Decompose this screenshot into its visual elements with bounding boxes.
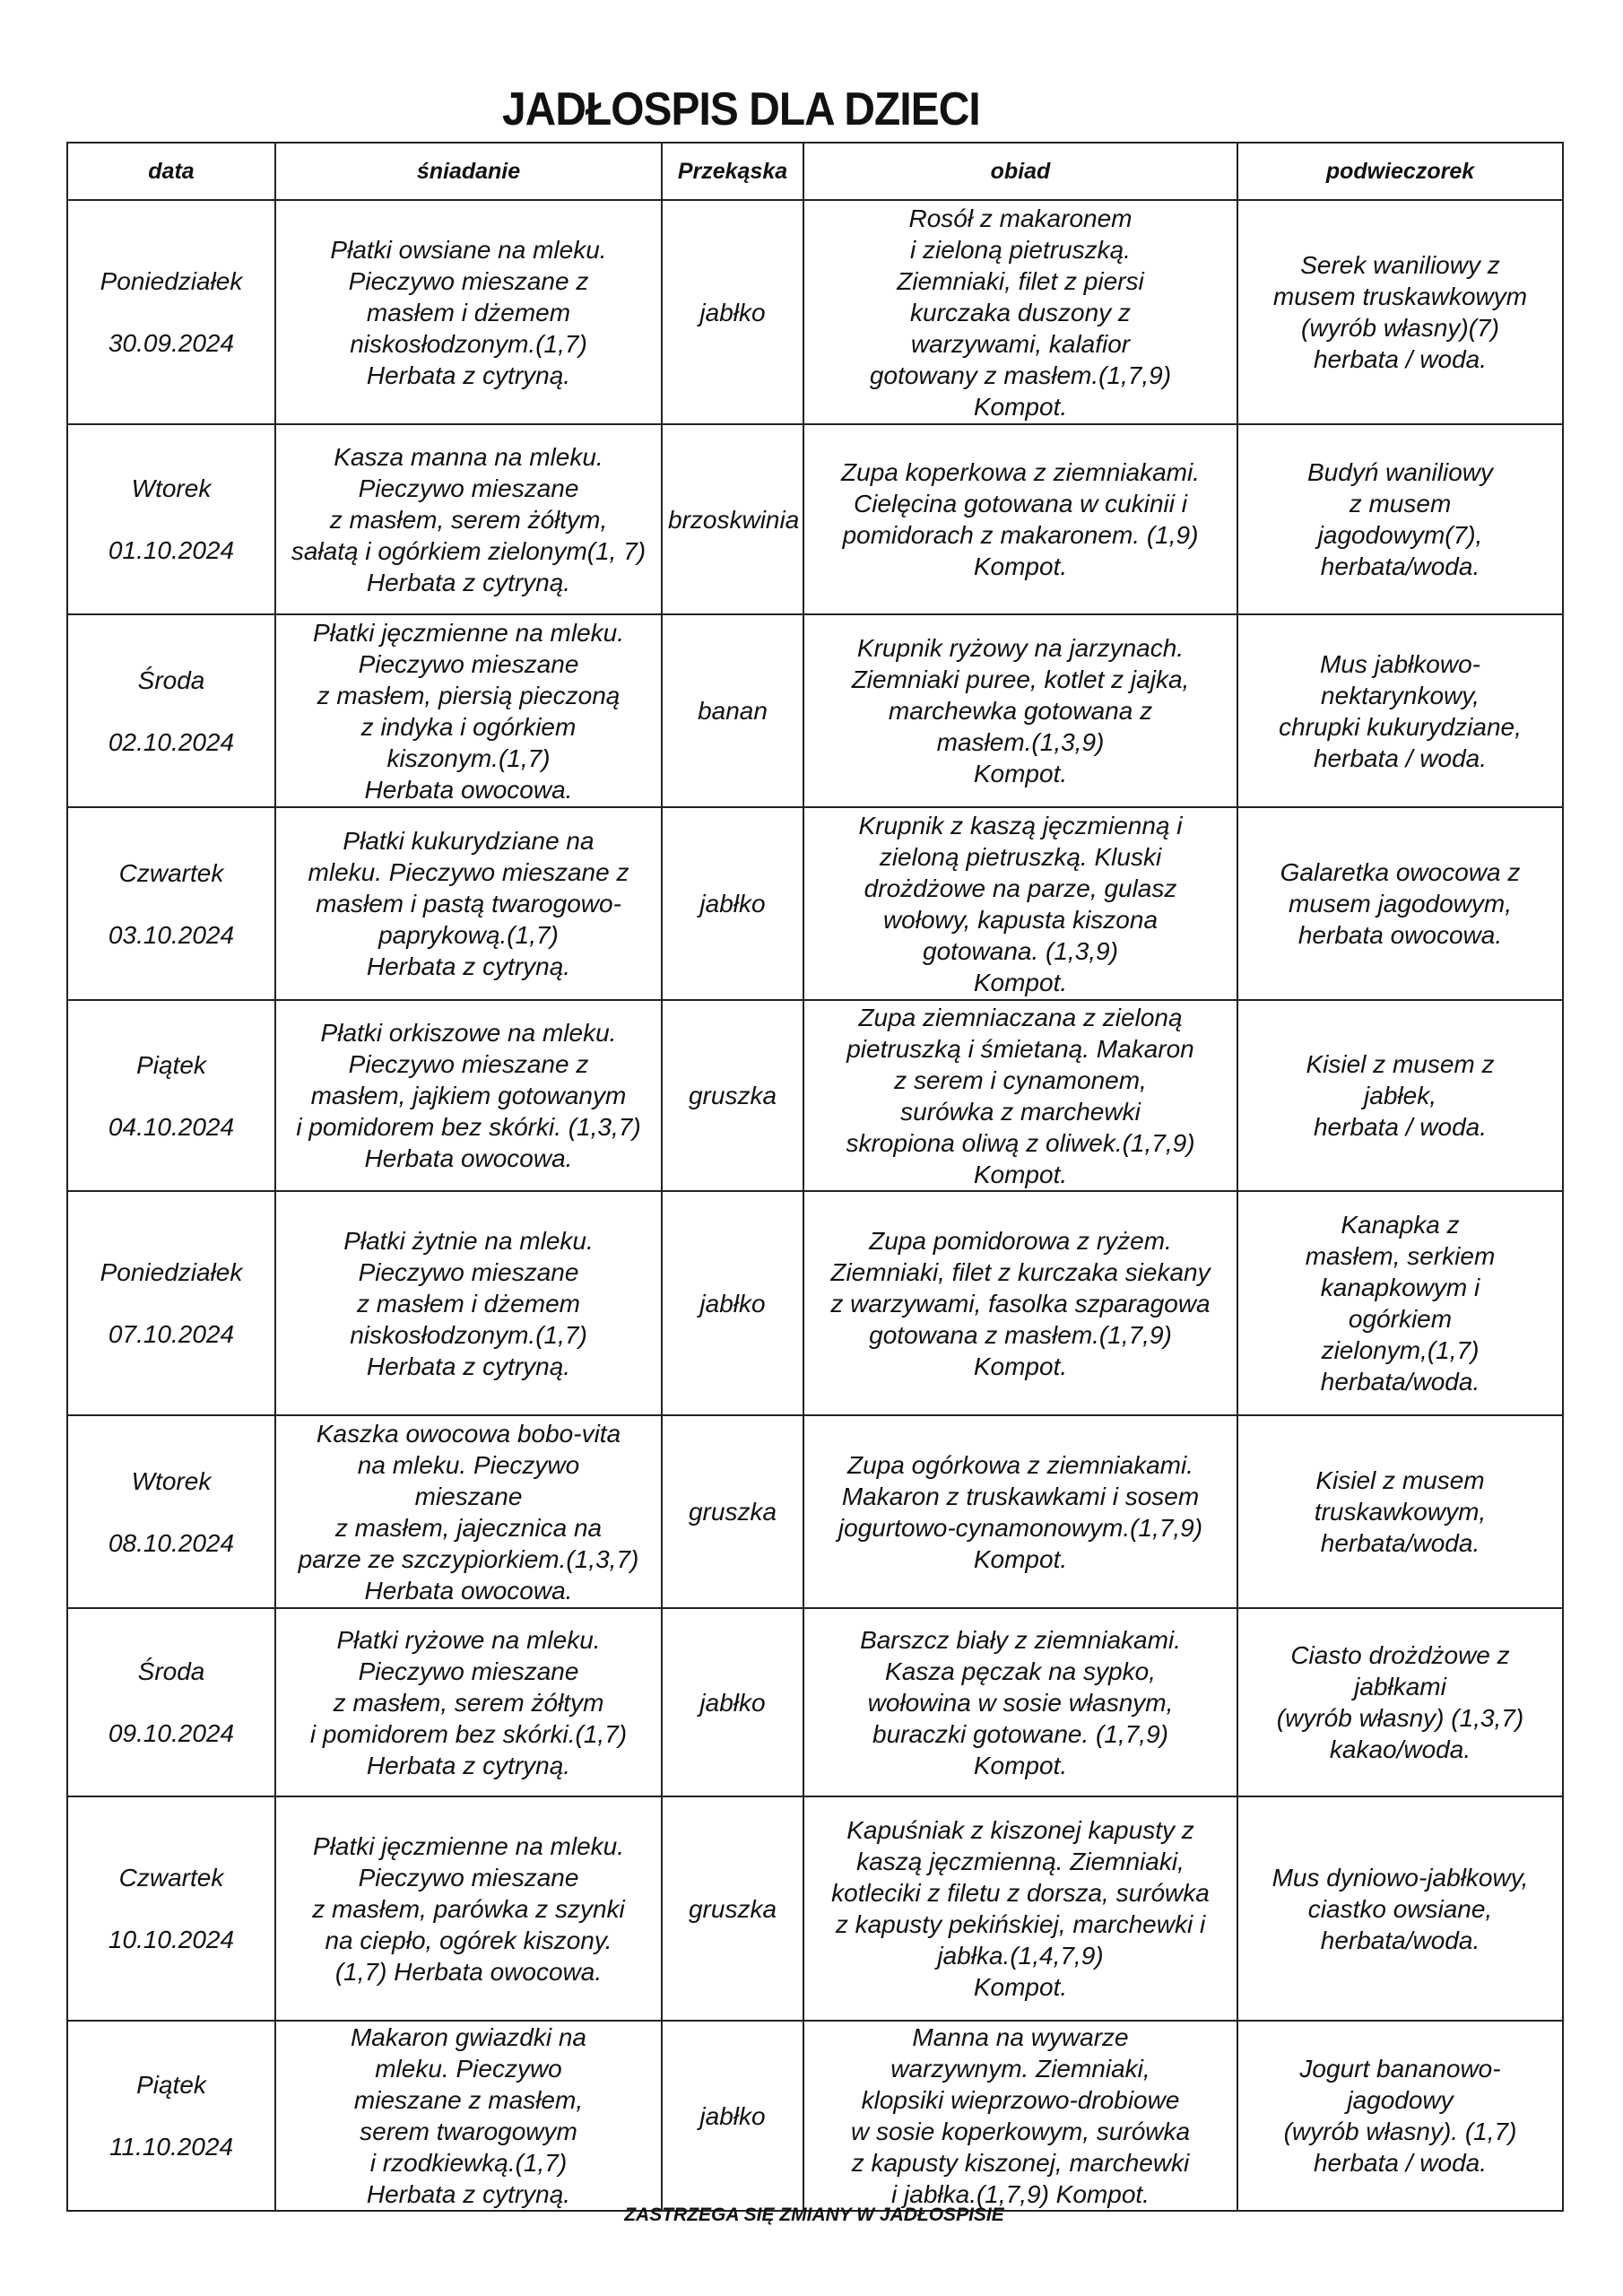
day-name: Wtorek bbox=[131, 474, 212, 502]
lunch-cell-text: Rosół z makaronem i zieloną pietruszką. Ziemniaki, filet z piersi kurczaka duszony z warzywami, kalafior gotowany z masłem.(1,7,9) Kompot. bbox=[869, 204, 1172, 421]
day-cell bbox=[67, 807, 275, 1000]
snack-cell-text: gruszka bbox=[688, 1498, 777, 1526]
day-date: 30.09.2024 bbox=[108, 329, 235, 357]
afternoon-snack-cell bbox=[1237, 1000, 1563, 1191]
day-date: 10.10.2024 bbox=[108, 1926, 235, 1953]
lunch-cell bbox=[803, 2021, 1237, 2211]
breakfast-cell-text: Makaron gwiazdki na mleku. Pieczywo mieszane z masłem, serem twarogowym i rzodkiewką.(1,7) Herbata z cytryną. bbox=[350, 2023, 587, 2208]
breakfast-cell bbox=[275, 1608, 662, 1796]
table-row bbox=[67, 200, 1563, 424]
afternoon-snack-cell-text: Serek waniliowy z musem truskawkowym (wyrób własny)(7) herbata / woda. bbox=[1272, 251, 1528, 373]
lunch-cell-text: Barszcz biały z ziemniakami. Kasza pęczak na sypko, wołowina w sosie własnym, buraczki gotowane. (1,7,9) Kompot. bbox=[860, 1625, 1181, 1779]
breakfast-cell bbox=[275, 1000, 662, 1191]
day-cell bbox=[67, 614, 275, 807]
lunch-cell bbox=[803, 1000, 1237, 1191]
afternoon-snack-cell bbox=[1237, 1191, 1563, 1415]
lunch-cell-text: Zupa ogórkowa z ziemniakami. Makaron z truskawkami i sosem jogurtowo-cynamonowym.(1,7,9) Kompot. bbox=[838, 1450, 1203, 1573]
breakfast-cell bbox=[275, 614, 662, 807]
table-row bbox=[67, 1191, 1563, 1415]
snack-cell-text: jabłko bbox=[699, 1289, 766, 1318]
lunch-cell-text: Krupnik ryżowy na jarzynach. Ziemniaki puree, kotlet z jajka, marchewka gotowana z masłem.(1,3,9) Kompot. bbox=[851, 634, 1190, 787]
breakfast-cell-text: Kasza manna na mleku. Pieczywo mieszane z masłem, serem żółtym, sałatą i ogórkiem zielonym(1, 7) Herbata z cytryną. bbox=[291, 442, 647, 596]
day-cell bbox=[67, 1608, 275, 1796]
afternoon-snack-cell-text: Mus jabłkowo- nektarynkowy, chrupki kukurydziane, herbata / woda. bbox=[1279, 649, 1522, 772]
lunch-cell bbox=[803, 424, 1237, 614]
day-date: 03.10.2024 bbox=[108, 920, 235, 949]
breakfast-cell-text: Płatki jęczmienne na mleku. Pieczywo mieszane z masłem, parówka z szynki na ciepło, ogórek kiszony. (1,7) Herbata owocowa. bbox=[312, 1831, 625, 1986]
lunch-cell bbox=[803, 200, 1237, 424]
menu-disclaimer: ZASTRZEGA SIĘ ZMIANY W JADŁOSPISIE bbox=[624, 2205, 1004, 2225]
snack-cell-text: gruszka bbox=[688, 1894, 777, 1923]
breakfast-cell-text: Płatki jęczmienne na mleku. Pieczywo mieszane z masłem, piersią pieczoną z indyka i ogórkiem kiszonym.(1,7) Herbata owocowa. bbox=[312, 618, 625, 804]
breakfast-cell-text: Płatki ryżowe na mleku. Pieczywo mieszane z masłem, serem żółtym i pomidorem bez skórki.(1,7) Herbata z cytryną. bbox=[309, 1625, 628, 1779]
snack-cell bbox=[662, 424, 803, 614]
table-row bbox=[67, 807, 1563, 1000]
snack-cell-text: banan bbox=[698, 697, 768, 725]
lunch-cell bbox=[803, 807, 1237, 1000]
day-date: 01.10.2024 bbox=[108, 536, 235, 564]
table-row bbox=[67, 1608, 1563, 1796]
afternoon-snack-cell-text: Jogurt bananowo- jagodowy (wyrób własny). (1,7) herbata / woda. bbox=[1283, 2055, 1517, 2177]
day-date: 08.10.2024 bbox=[108, 1528, 235, 1557]
breakfast-cell bbox=[275, 1191, 662, 1415]
afternoon-snack-cell-text: Galaretka owocowa z musem jagodowym, herbata owocowa. bbox=[1280, 858, 1521, 949]
day-cell bbox=[67, 2021, 275, 2211]
afternoon-snack-cell-text: Kisiel z musem truskawkowym, herbata/woda. bbox=[1314, 1466, 1487, 1557]
day-date: 09.10.2024 bbox=[108, 1719, 235, 1747]
menu-table bbox=[66, 142, 1564, 2212]
day-cell bbox=[67, 200, 275, 424]
snack-cell bbox=[662, 2021, 803, 2211]
snack-cell-text: jabłko bbox=[699, 890, 766, 918]
day-name: Czwartek bbox=[118, 1864, 224, 1892]
lunch-cell-text: Zupa pomidorowa z ryżem. Ziemniaki, filet z kurczaka siekany z warzywami, fasolka szparagowa gotowana z masłem.(1,7,9) Kompot. bbox=[830, 1226, 1211, 1380]
afternoon-snack-cell bbox=[1237, 2021, 1563, 2211]
snack-cell bbox=[662, 1000, 803, 1191]
lunch-cell-text: Zupa ziemniaczana z zieloną pietruszką i śmietaną. Makaron z serem i cynamonem, surówka z marchewki skropiona oliwą z oliwek.(1,7,9) Kompot. bbox=[846, 1003, 1195, 1188]
breakfast-cell bbox=[275, 200, 662, 424]
breakfast-cell-text: Płatki żytnie na mleku. Pieczywo mieszane z masłem i dżemem niskosłodzonym.(1,7) Herbata z cytryną. bbox=[343, 1226, 594, 1380]
lunch-cell-text: Zupa koperkowa z ziemniakami. Cielęcina gotowana w cukinii i pomidorach z makaronem. (1,9) Kompot. bbox=[841, 458, 1200, 580]
breakfast-cell bbox=[275, 424, 662, 614]
breakfast-cell bbox=[275, 1796, 662, 2021]
table-row bbox=[67, 614, 1563, 807]
lunch-cell-text: Krupnik z kaszą jęczmienną i zieloną pietruszką. Kluski drożdżowe na parze, gulasz wołowy, kapusta kiszona gotowana. (1,3,9) Kompot. bbox=[858, 811, 1183, 996]
breakfast-cell-text: Płatki orkiszowe na mleku. Pieczywo mieszane z masłem, jajkiem gotowanym i pomidorem bez skórki. (1,3,7) Herbata owocowa. bbox=[296, 1019, 641, 1172]
lunch-cell bbox=[803, 1191, 1237, 1415]
lunch-cell bbox=[803, 1796, 1237, 2021]
day-date: 04.10.2024 bbox=[108, 1112, 235, 1141]
afternoon-snack-cell-text: Kanapka z masłem, serkiem kanapkowym i ogórkiem zielonym,(1,7) herbata/woda. bbox=[1305, 1211, 1496, 1396]
breakfast-cell-text: Kaszka owocowa bobo-vita na mleku. Pieczywo mieszane z masłem, jajecznica na parze ze szczypiorkiem.(1,3,7) Herbata owocowa. bbox=[298, 1419, 639, 1605]
day-name: Poniedziałek bbox=[100, 1258, 243, 1286]
page-title: JADŁOSPIS DLA DZIECI bbox=[502, 83, 980, 135]
snack-cell-text: jabłko bbox=[699, 298, 766, 326]
afternoon-snack-cell-text: Kisiel z musem z jabłek, herbata / woda. bbox=[1306, 1050, 1495, 1141]
day-name: Piątek bbox=[136, 1050, 206, 1079]
lunch-cell bbox=[803, 1608, 1237, 1796]
afternoon-snack-cell bbox=[1237, 1796, 1563, 2021]
snack-cell bbox=[662, 1191, 803, 1415]
snack-cell bbox=[662, 200, 803, 424]
day-name: Środa bbox=[137, 1657, 205, 1685]
day-date: 02.10.2024 bbox=[108, 727, 235, 756]
snack-cell-text: jabłko bbox=[699, 2101, 766, 2130]
lunch-cell-text: Kapuśniak z kiszonej kapusty z kaszą jęczmienną. Ziemniaki, kotleciki z filetu z dorsza, surówka z kapusty pekińskiej, marchewki i jabłka.(1,4,7,9) Kompot. bbox=[831, 1816, 1210, 2001]
header-row bbox=[67, 143, 1563, 200]
day-date: 11.10.2024 bbox=[108, 2133, 234, 2161]
snack-cell bbox=[662, 1796, 803, 2021]
snack-cell bbox=[662, 1415, 803, 1608]
header-breakfast: śniadanie bbox=[275, 143, 662, 200]
header-lunch: obiad bbox=[803, 143, 1237, 200]
day-cell bbox=[67, 1000, 275, 1191]
afternoon-snack-cell bbox=[1237, 1415, 1563, 1608]
breakfast-cell bbox=[275, 1415, 662, 1608]
header-date: data bbox=[67, 143, 275, 200]
header-afternoon-snack: podwieczorek bbox=[1237, 143, 1563, 200]
table-row bbox=[67, 1415, 1563, 1608]
table-row bbox=[67, 1796, 1563, 2021]
breakfast-cell bbox=[275, 807, 662, 1000]
afternoon-snack-cell bbox=[1237, 614, 1563, 807]
day-date: 07.10.2024 bbox=[108, 1320, 235, 1348]
afternoon-snack-cell bbox=[1237, 1608, 1563, 1796]
day-cell bbox=[67, 424, 275, 614]
snack-cell-text: gruszka bbox=[688, 1082, 777, 1109]
afternoon-snack-cell bbox=[1237, 807, 1563, 1000]
day-name: Wtorek bbox=[131, 1466, 212, 1495]
snack-cell bbox=[662, 807, 803, 1000]
header-snack: Przekąska bbox=[662, 143, 803, 200]
snack-cell bbox=[662, 1608, 803, 1796]
day-name: Środa bbox=[137, 665, 205, 694]
day-name: Czwartek bbox=[118, 858, 224, 887]
snack-cell-text: jabłko bbox=[699, 1688, 766, 1717]
day-name: Poniedziałek bbox=[100, 267, 243, 295]
afternoon-snack-cell-text: Budyń waniliowy z musem jagodowym(7), herbata/woda. bbox=[1307, 458, 1493, 580]
afternoon-snack-cell-text: Mus dyniowo-jabłkowy, ciastko owsiane, herbata/woda. bbox=[1271, 1863, 1529, 1954]
day-cell bbox=[67, 1796, 275, 2021]
breakfast-cell-text: Płatki owsiane na mleku. Pieczywo mieszane z masłem i dżemem niskosłodzonym.(1,7) Herbata z cytryną. bbox=[330, 235, 607, 389]
afternoon-snack-cell bbox=[1237, 200, 1563, 424]
table-row bbox=[67, 2021, 1563, 2211]
breakfast-cell-text: Płatki kukurydziane na mleku. Pieczywo mieszane z masłem i pastą twarogowo- paprykową.(1,7) Herbata z cytryną. bbox=[308, 827, 629, 980]
snack-cell bbox=[662, 614, 803, 807]
lunch-cell bbox=[803, 614, 1237, 807]
day-cell bbox=[67, 1191, 275, 1415]
breakfast-cell bbox=[275, 2021, 662, 2211]
table-row bbox=[67, 1000, 1563, 1191]
table-row bbox=[67, 424, 1563, 614]
lunch-cell bbox=[803, 1415, 1237, 1608]
day-name: Piątek bbox=[136, 2071, 206, 2099]
afternoon-snack-cell bbox=[1237, 424, 1563, 614]
afternoon-snack-cell-text: Ciasto drożdżowe z jabłkami (wyrób własny) (1,3,7) kakao/woda. bbox=[1276, 1641, 1524, 1763]
snack-cell-text: brzoskwinia bbox=[668, 505, 800, 534]
lunch-cell-text: Manna na wywarze warzywnym. Ziemniaki, klopsiki wieprzowo-drobiowe w sosie koperkowym, surówka z kapusty kiszonej, marchewki i jabłka.(1,7,9) Kompot. bbox=[850, 2023, 1191, 2208]
day-cell bbox=[67, 1415, 275, 1608]
